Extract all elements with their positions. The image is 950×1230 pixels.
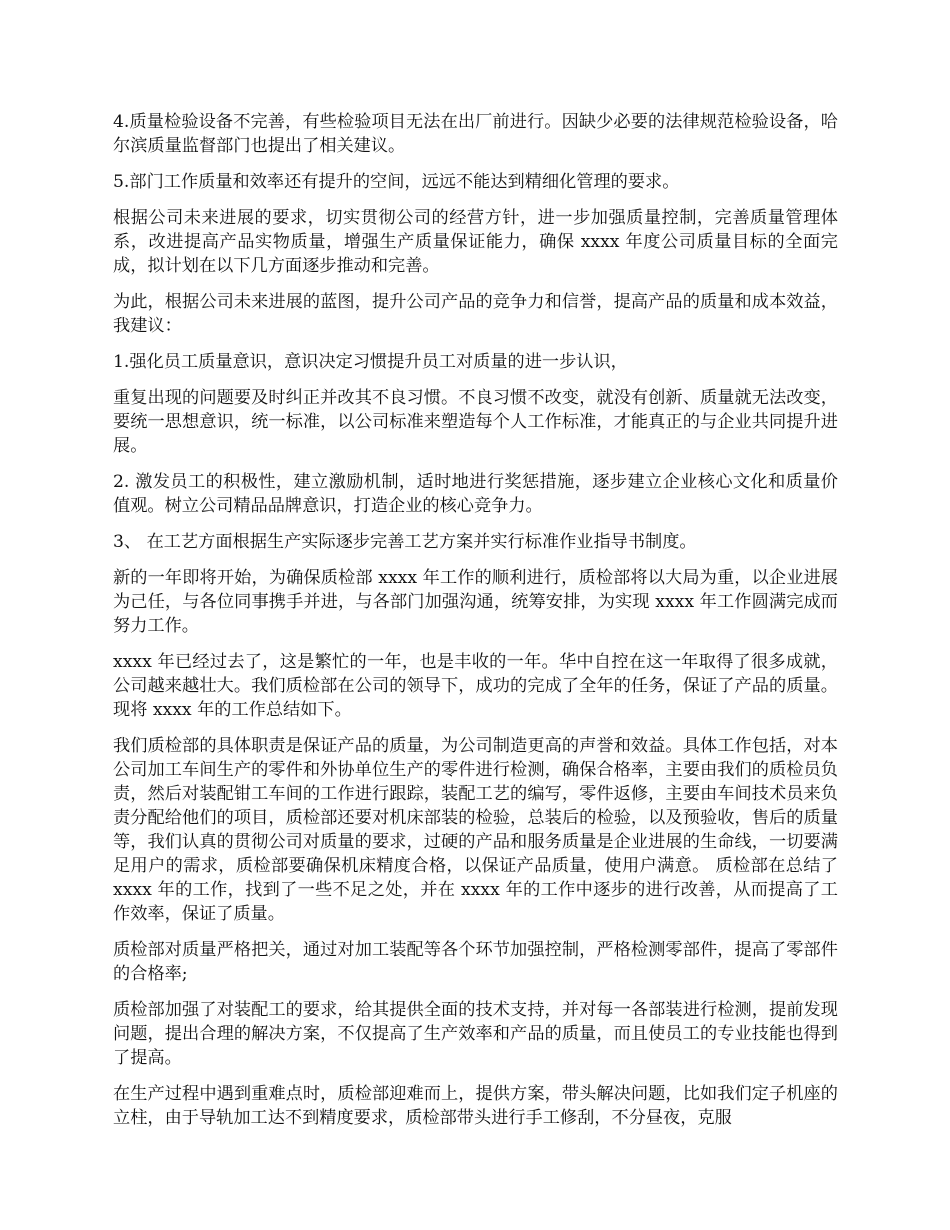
paragraph-suggestion-2: 2. 激发员工的积极性，建立激励机制，适时地进行奖惩措施，逐步建立企业核心文化和质量价值观。树立公司精品品牌意识，打造企业的核心竞争力。 bbox=[113, 472, 838, 516]
paragraph-assembly-support: 质检部加强了对装配工的要求，给其提供全面的技术支持，并对每一各部装进行检测，提前发现问题，提出合理的解决方案，不仅提高了生产效率和产品的质量，而且使员工的专业技能也得到了提高。 bbox=[113, 1000, 838, 1068]
paragraph-suggestion-3: 3、 在工艺方面根据生产实际逐步完善工艺方案并实行标准作业指导书制度。 bbox=[113, 532, 697, 552]
document-body bbox=[113, 110, 838, 1142]
paragraph-plan-intro: 根据公司未来进展的要求，切实贯彻公司的经营方针，进一步加强质量控制，完善质量管理体系，改进提高产品实物质量，增强生产质量保证能力，确保 xxxx 年度公司质量目标的全面完成，拟计划在以下几方面逐步推动和完善。 bbox=[113, 208, 838, 276]
paragraph-duties: 我们质检部的具体职责是保证产品的质量，为公司制造更高的声誉和效益。具体工作包括，对本公司加工车间生产的零件和外协单位生产的零件进行检测，确保合格率，主要由我们的质检员负责，然后对装配钳工车间的工作进行跟踪，装配工艺的编写，零件返修，主要由车间技术员来负责分配给他们的项目，质检部还要对机床部装的检验，总装后的检验，以及预验收，售后的质量等，我们认真的贯彻公司对质量的要求，过硬的产品和服务质量是企业进展的生命线，一切要满足用户的需求，质检部要确保机床精度合格，以保证产品质量，使用户满意。 质检部在总结了 xxxx 年的工作，找到了一些不足之处，并在 xxxx 年的工作中逐步的进行改善，从而提高了工作效率，保证了质量。 bbox=[113, 736, 838, 924]
paragraph-suggestion-1: 1.强化员工质量意识，意识决定习惯提升员工对质量的进一步认识， bbox=[113, 352, 628, 372]
paragraph-quality-control: 质检部对质量严格把关，通过对加工装配等各个环节加强控制，严格检测零部件，提高了零部件的合格率; bbox=[113, 940, 838, 984]
paragraph-new-year: 新的一年即将开始，为确保质检部 xxxx 年工作的顺利进行，质检部将以大局为重，以企业进展为己任，与各位同事携手并进，与各部门加强沟通，统筹安排，为实现 xxxx 年工作圆满完成而努力工作。 bbox=[113, 568, 838, 636]
paragraph-habits: 重复出现的问题要及时纠正并改其不良习惯。不良习惯不改变，就没有创新、质量就无法改变，要统一思想意识，统一标准，以公司标准来塑造每个人工作标准，才能真正的与企业共同提升进展。 bbox=[113, 388, 838, 456]
paragraph-efficiency-issue: 5.部门工作质量和效率还有提升的空间，远远不能达到精细化管理的要求。 bbox=[113, 172, 680, 192]
paragraph-equipment-issue: 4.质量检验设备不完善，有些检验项目无法在出厂前进行。因缺少必要的法律规范检验设备，哈尔滨质量监督部门也提出了相关建议。 bbox=[113, 112, 838, 156]
paragraph-suggestion-intro: 为此，根据公司未来进展的蓝图，提升公司产品的竞争力和信誉，提高产品的质量和成本效益，我建议： bbox=[113, 292, 838, 336]
paragraph-year-summary: xxxx 年已经过去了，这是繁忙的一年，也是丰收的一年。华中自控在这一年取得了很多成就，公司越来越壮大。我们质检部在公司的领导下，成功的完成了全年的任务，保证了产品的质量。现将 xxxx 年的工作总结如下。 bbox=[113, 652, 838, 720]
paragraph-difficulties: 在生产过程中遇到重难点时，质检部迎难而上，提供方案，带头解决问题，比如我们定子机座的立柱，由于导轨加工达不到精度要求，质检部带头进行手工修刮，不分昼夜，克服 bbox=[113, 1084, 838, 1128]
